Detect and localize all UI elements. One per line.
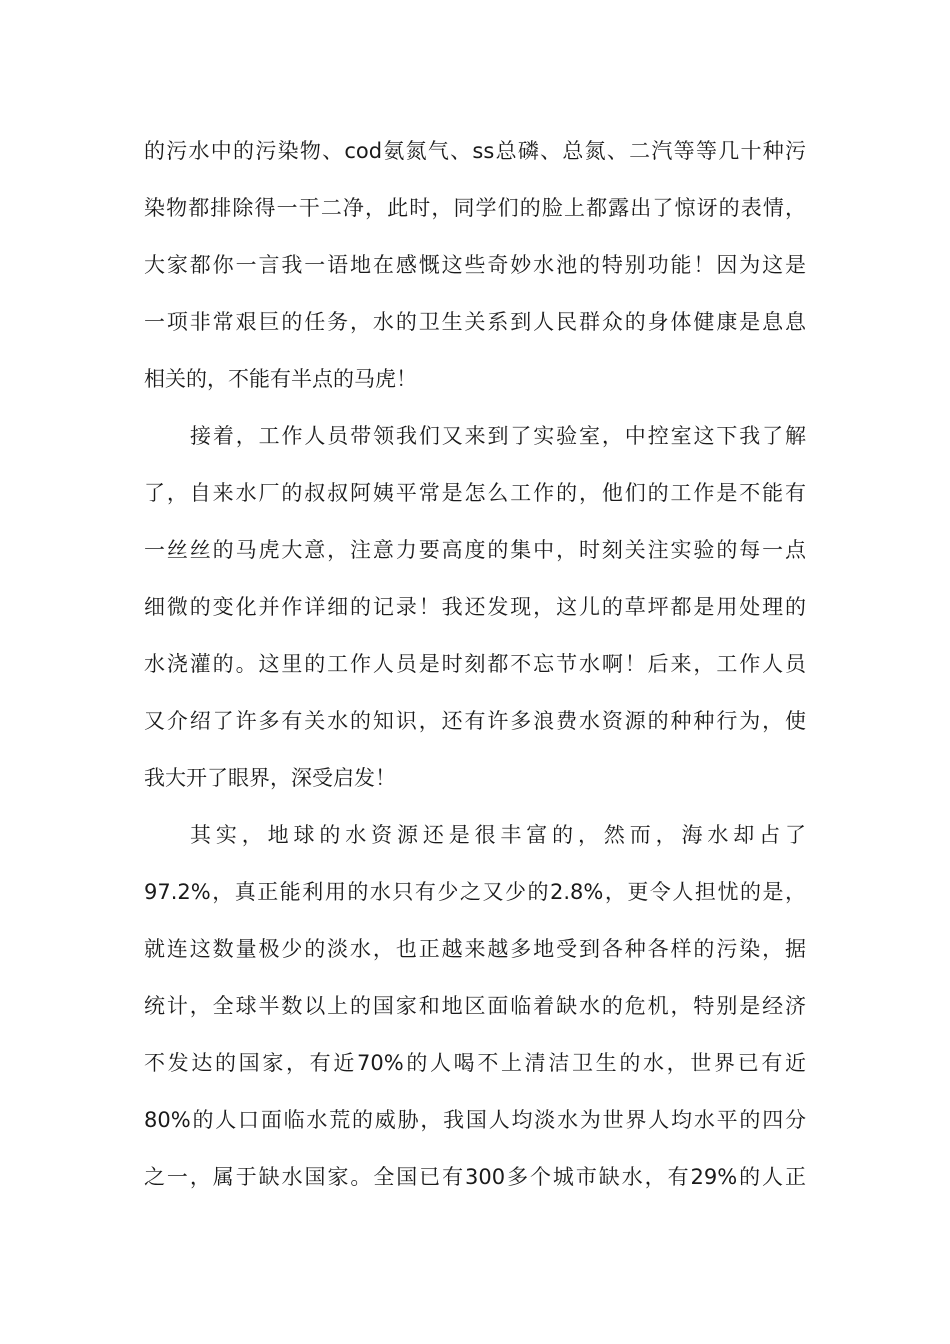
paragraph-3-line-6: 80%的人口面临水荒的威胁，我国人均淡水为世界人均水平的四分 [144,1108,806,1132]
paragraph-3-line-1: 其实，地球的水资源还是很丰富的，然而，海水却占了 [190,823,806,847]
paragraph-1-line-2: 染物都排除得一干二净，此时，同学们的脸上都露出了惊讶的表情， [144,196,806,220]
paragraph-2-line-6: 又介绍了许多有关水的知识，还有许多浪费水资源的种种行为，使 [144,709,806,733]
paragraph-2-line-5: 水浇灌的。这里的工作人员是时刻都不忘节水啊！后来，工作人员 [144,652,806,676]
paragraph-3-line-4: 统计，全球半数以上的国家和地区面临着缺水的危机，特别是经济 [144,994,806,1018]
paragraph-1-line-1: 的污水中的污染物、cod氨氮气、ss总磷、总氮、二汽等等几十种污 [144,139,806,163]
paragraph-1-line-3: 大家都你一言我一语地在感慨这些奇妙水池的特别功能！因为这是 [144,253,806,277]
paragraph-2-line-4: 细微的变化并作详细的记录！我还发现，这儿的草坪都是用处理的 [144,595,806,619]
paragraph-2-line-3: 一丝丝的马虎大意，注意力要高度的集中，时刻关注实验的每一点 [144,538,806,562]
paragraph-1-line-4: 一项非常艰巨的任务，水的卫生关系到人民群众的身体健康是息息 [144,310,806,334]
paragraph-3-line-5: 不发达的国家，有近70%的人喝不上清洁卫生的水，世界已有近 [144,1051,806,1075]
paragraph-2-line-2: 了，自来水厂的叔叔阿姨平常是怎么工作的，他们的工作是不能有 [144,481,806,505]
paragraph-3-line-2: 97.2%，真正能利用的水只有少之又少的2.8%，更令人担忧的是， [144,880,806,904]
paragraph-2-line-7: 我大开了眼界，深受启发！ [144,766,396,790]
paragraph-3-line-3: 就连这数量极少的淡水，也正越来越多地受到各种各样的污染，据 [144,937,806,961]
paragraph-3-line-7: 之一，属于缺水国家。全国已有300多个城市缺水，有29%的人正 [144,1165,806,1189]
paragraph-1-line-5: 相关的，不能有半点的马虎！ [144,367,417,391]
paragraph-2-line-1: 接着，工作人员带领我们又来到了实验室，中控室这下我了解 [190,424,806,448]
